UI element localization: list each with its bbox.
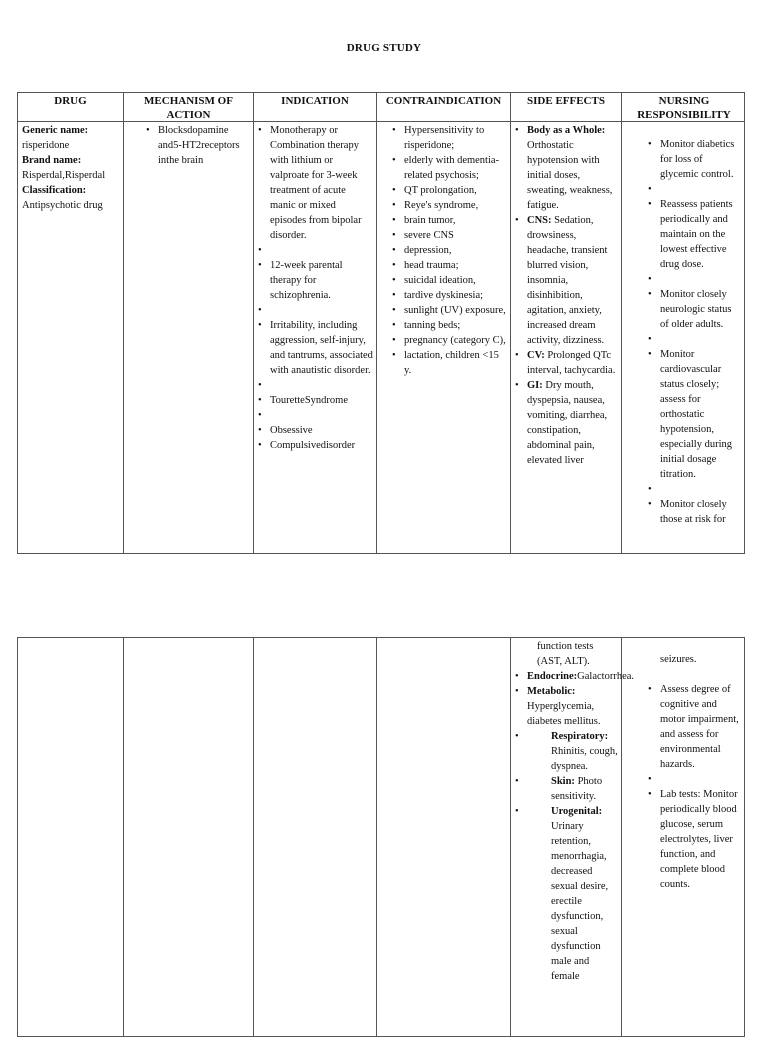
nursing-item: • Monitor cardiovascular status closely; assess for orthostatic hypotension, especially during initial dosage titration. [646,347,742,482]
classification-value: Antipsychotic drug [22,200,103,211]
indication-item: • Obsessive [256,423,374,438]
cv-label: CV: [527,350,545,361]
cns-text: Sedation, drowsiness, headache, transient blurred vision, insomnia, disinhibition, agitation, anxiety, increased dream activity, dizziness. [527,215,608,346]
contraindication-item: • tardive dyskinesia; [390,288,508,303]
drug-cell [22,123,120,213]
header-nursing-responsibility: NURSING RESPONSIBILITY [637,95,731,121]
column-divider [253,93,254,553]
generic-name-value: risperidone [22,140,70,151]
gi-label: GI: [527,380,543,391]
contraindication-item: • brain tumor, [390,213,508,228]
nursing-cell [646,137,742,553]
metabolic-text: Hyperglycemia, diabetes mellitus. [527,701,601,727]
side-effect-item [513,669,635,684]
cns-label: CNS: [527,215,552,226]
endocrine-text: Galactorrhea. [577,671,635,682]
cv-text: Prolonged QTc interval, tachycardia. [527,350,616,376]
contraindication-item: • Hypersensitivity to risperidone; [390,123,508,153]
side-effects-cell [513,123,619,553]
nursing-cell-continued [646,652,742,892]
header-drug: DRUG [54,95,87,107]
column-divider [123,638,124,1036]
contraindication-item: • sunlight (UV) exposure, [390,303,508,318]
side-effect-item [513,123,619,213]
contraindication-item: • depression, [390,243,508,258]
nursing-item: • Assess degree of cognitive and motor impairment, and assess for environmental hazards. [646,682,742,772]
side-effect-item [513,804,619,984]
indication-item: • Compulsivedisorder [256,438,374,453]
contraindication-item: • lactation, children <15 y. [390,348,508,378]
classification-label: Classification: [22,185,87,196]
metabolic-label: Metabolic: [527,686,576,697]
body-as-whole-text: Orthostatic hypotension with initial doses, sweating, weakness, fatigue. [527,140,613,211]
indication-item: • Monotherapy or Combination therapy with lithium or valproate for 3-week treatment of acute manic or mixed episodes from bipolar disorder. [256,123,374,243]
indication-cell [256,123,374,453]
drug-study-table [17,92,745,554]
contraindication-item: • tanning beds; [390,318,508,333]
contraindication-item: • head trauma; [390,258,508,273]
brand-name-label: Brand name: [22,155,82,166]
column-divider [510,93,511,553]
side-effect-item [513,213,619,348]
column-divider [510,638,511,1036]
column-divider [376,638,377,1036]
side-effect-item [513,684,619,729]
gi-continued-text: function tests (AST, ALT). [537,641,594,667]
header-indication: INDICATION [281,95,349,107]
indication-item: • Irritability, including aggression, self-injury, and tantrums, associated with anautistic disorder. [256,318,374,378]
contraindication-item: • pregnancy (category C), [390,333,508,348]
nursing-continued-text: seizures. [660,654,697,665]
drug-study-table-continued [17,637,745,1037]
nursing-item: • Monitor closely neurologic status of older adults. [646,287,742,332]
contraindication-cell [390,123,508,378]
side-effect-item [513,378,619,468]
side-effect-item [513,774,619,804]
header-side-effects: SIDE EFFECTS [527,95,605,107]
urogenital-label: Urogenital: [551,806,603,817]
column-divider [376,93,377,553]
header-mechanism: MECHANISM OF ACTION [144,95,233,121]
skin-text: Photo sensitivity. [551,776,603,802]
generic-name-label: Generic name: [22,125,89,136]
contraindication-item: • QT prolongation, [390,183,508,198]
side-effect-item [513,348,619,378]
side-effect-item [513,729,619,774]
contraindication-item: • severe CNS [390,228,508,243]
indication-item: • TouretteSyndrome [256,393,374,408]
contraindication-item: • Reye's syndrome, [390,198,508,213]
indication-item: • 12-week parental therapy for schizophrenia. [256,258,374,303]
nursing-item: • Reassess patients periodically and maintain on the lowest effective drug dose. [646,197,742,272]
contraindication-item: • elderly with dementia-related psychosis; [390,153,508,183]
header-contraindication: CONTRAINDICATION [385,95,502,107]
nursing-item: • Lab tests: Monitor periodically blood glucose, serum electrolytes, liver function, and complete blood counts. [646,787,742,892]
nursing-item: • Monitor closely those at risk for [646,497,742,527]
respiratory-label: Respiratory: [551,731,609,742]
column-divider [621,93,622,553]
urogenital-text: Urinary retention, menorrhagia, decreased sexual desire, erectile dysfunction, sexual dysfunction male and female [551,821,609,982]
column-divider [123,93,124,553]
skin-label: Skin: [551,776,575,787]
brand-name-value: Risperdal,Risperdal [22,170,106,181]
body-as-whole-label: Body as a Whole: [527,125,606,136]
mechanism-cell [144,123,250,168]
column-divider [621,638,622,1036]
contraindication-item: • suicidal ideation, [390,273,508,288]
side-effects-cell-continued [513,639,635,984]
respiratory-text: Rhinitis, cough, dyspnea. [551,746,618,772]
nursing-item: • Monitor diabetics for loss of glycemic control. [646,137,742,182]
endocrine-label: Endocrine: [527,671,578,682]
gi-text: Dry mouth, dyspepsia, nausea, vomiting, diarrhea, constipation, abdominal pain, elevated liver [527,380,608,466]
document-title: DRUG STUDY [346,42,422,54]
column-divider [253,638,254,1036]
mechanism-item: • Blocksdopamine and5-HT2receptors inthe brain [144,123,250,168]
